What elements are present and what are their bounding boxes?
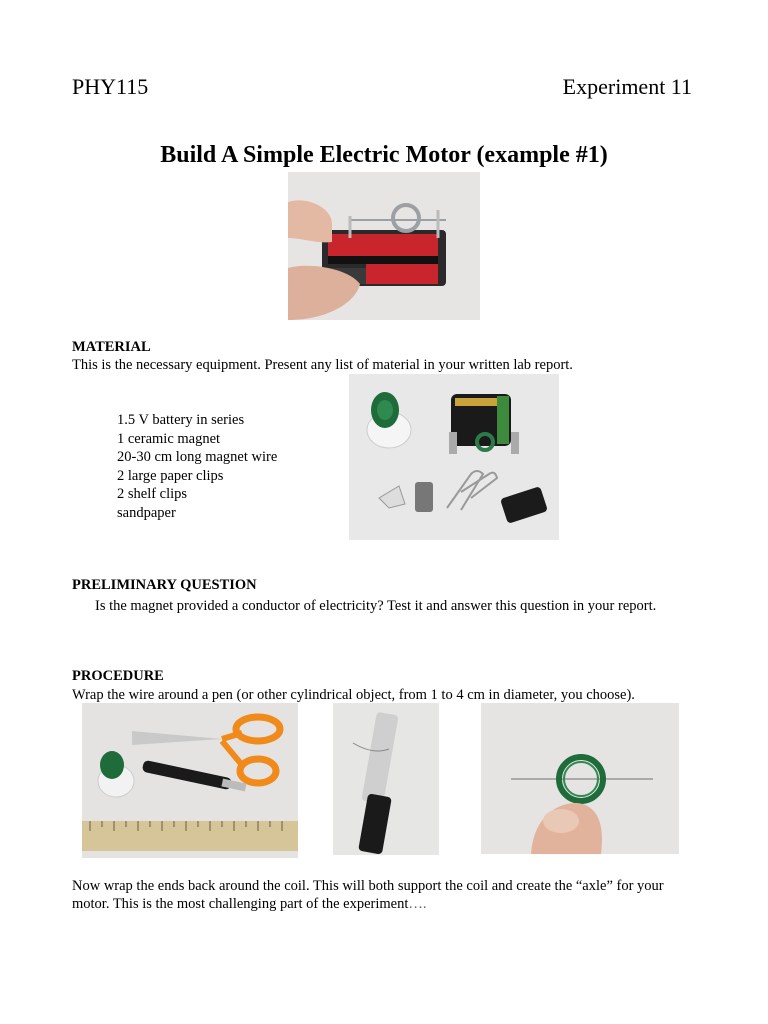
course-code: PHY115 [72,74,149,99]
procedure-step2-text: motor. This is the most challenging part of the experiment [72,896,409,912]
material-heading: MATERIAL [72,339,151,355]
material-list [117,411,277,523]
procedure-step2-line1: Now wrap the ends back around the coil. This will both support the coil and create the “axle” for your [72,878,664,894]
procedure-step2-ellipsis: …. [408,896,427,912]
pen-photo [333,703,439,855]
list-item: 2 shelf clips [117,486,188,503]
motor-photo [288,172,480,320]
page-title: Build A Simple Electric Motor (example #1) [160,142,608,168]
experiment-number: Experiment 11 [562,74,692,99]
preliminary-heading: PRELIMINARY QUESTION [72,577,257,593]
preliminary-text: Is the magnet provided a conductor of electricity? Test it and answer this question in your report. [95,598,657,614]
procedure-step1: Wrap the wire around a pen (or other cylindrical object, from 1 to 4 cm in diameter, you choose). [72,687,635,703]
list-item: 2 large paper clips [117,467,224,484]
list-item: 20-30 cm long magnet wire [117,449,278,466]
materials-photo [349,374,559,540]
list-item: 1.5 V battery in series [117,412,245,428]
tools-photo [82,703,298,858]
list-item: sandpaper [117,504,176,521]
list-item: 1 ceramic magnet [117,430,221,447]
procedure-heading: PROCEDURE [72,668,164,684]
material-intro: This is the necessary equipment. Present any list of material in your written lab report. [72,357,573,373]
coil-photo [481,703,679,854]
procedure-step2-line2 [72,895,427,913]
